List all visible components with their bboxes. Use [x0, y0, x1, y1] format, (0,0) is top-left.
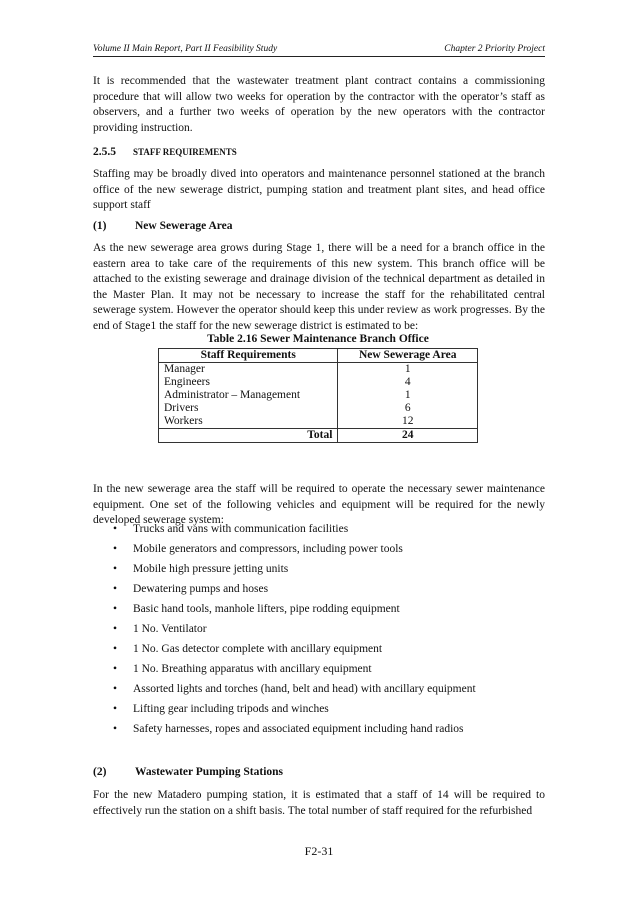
page-number: F2-31 — [304, 844, 334, 858]
row-label: Drivers — [159, 402, 338, 415]
list-item — [113, 682, 553, 702]
list-item — [113, 602, 553, 622]
list-item-text: Lifting gear including tripods and winches — [133, 703, 329, 715]
row-label: Engineers — [159, 376, 338, 389]
list-item-text: Dewatering pumps and hoses — [133, 583, 269, 595]
equipment-paragraph: In the new sewerage area the staff will be required to operate the necessary sewer maintenance equipment. One set of the following vehicles and equipment will be required for the newly developed sewerage system: — [93, 483, 545, 526]
subsection-2-paragraph: For the new Matadero pumping station, it is estimated that a staff of 14 will be required to effectively run the station on a shift basis. The total number of staff required for the refurbished — [93, 789, 545, 817]
list-item-text: Mobile generators and compressors, including power tools — [133, 543, 403, 555]
subsection-1-title: New Sewerage Area — [135, 220, 233, 232]
list-item-text: Safety harnesses, ropes and associated equipment including hand radios — [133, 723, 464, 735]
section-paragraph: Staffing may be broadly dived into operators and maintenance personnel stationed at the branch office of the new sewerage district, pumping station and treatment plant sites, and head office support staff — [93, 168, 545, 211]
list-item — [113, 662, 553, 682]
subsection-2-heading — [93, 766, 283, 778]
list-item-text: Trucks and vans with communication facilities — [133, 523, 349, 535]
total-label: Total — [159, 429, 338, 443]
table-caption: Table 2.16 Sewer Maintenance Branch Office — [207, 333, 429, 345]
subsection-1-heading — [93, 220, 233, 232]
table-row — [159, 376, 478, 389]
row-value: 4 — [338, 376, 478, 389]
list-item — [113, 522, 553, 542]
subsection-2-title: Wastewater Pumping Stations — [135, 766, 284, 778]
table-header-row — [159, 349, 478, 363]
equipment-list — [113, 522, 553, 742]
bullet-icon: • — [113, 623, 118, 635]
row-value: 12 — [338, 415, 478, 429]
row-label: Workers — [159, 415, 338, 429]
table-row — [159, 402, 478, 415]
table-total-row — [159, 429, 478, 443]
section-title: STAFF REQUIREMENTS — [133, 147, 237, 157]
list-item-text: 1 No. Breathing apparatus with ancillary equipment — [133, 663, 372, 675]
list-item — [113, 722, 553, 742]
bullet-icon: • — [113, 523, 118, 535]
bullet-icon: • — [113, 723, 118, 735]
list-item — [113, 642, 553, 662]
header-volume-title: Volume II Main Report, Part II Feasibility Study — [93, 44, 278, 54]
table-row — [159, 363, 478, 377]
list-item — [113, 562, 553, 582]
running-header — [93, 42, 545, 57]
list-item — [113, 702, 553, 722]
subsection-1-number: (1) — [93, 220, 107, 232]
table-row — [159, 415, 478, 429]
bullet-icon: • — [113, 703, 118, 715]
list-item — [113, 622, 553, 642]
column-header-staff: Staff Requirements — [159, 349, 338, 363]
list-item-text: Basic hand tools, manhole lifters, pipe rodding equipment — [133, 603, 400, 615]
section-heading — [93, 146, 237, 158]
bullet-icon: • — [113, 543, 118, 555]
table-row — [159, 389, 478, 402]
list-item-text: Mobile high pressure jetting units — [133, 563, 289, 575]
list-item — [113, 582, 553, 602]
header-chapter-title: Chapter 2 Priority Project — [444, 44, 545, 54]
subsection-1-paragraph: As the new sewerage area grows during Stage 1, there will be a need for a branch office in the eastern area to take care of the requirements of this new system. This branch office will be attached to the existing sewerage and drainage division of the technical department as detailed in the Master Plan. It may not be necessary to increase the staff for the rehabilitated central sewerage system. However the operator should keep this under review as work progresses. By the end of Stage1 the staff for the new sewerage district is estimated to be: — [93, 242, 545, 332]
row-value: 6 — [338, 402, 478, 415]
bullet-icon: • — [113, 643, 118, 655]
list-item-text: 1 No. Gas detector complete with ancillary equipment — [133, 643, 383, 655]
row-value: 1 — [338, 389, 478, 402]
column-header-area: New Sewerage Area — [338, 349, 478, 363]
bullet-icon: • — [113, 663, 118, 675]
row-value: 1 — [338, 363, 478, 377]
list-item-text: 1 No. Ventilator — [133, 623, 207, 635]
row-label: Administrator – Management — [159, 389, 338, 402]
row-label: Manager — [159, 363, 338, 377]
section-number: 2.5.5 — [93, 146, 116, 158]
total-value: 24 — [338, 429, 478, 443]
bullet-icon: • — [113, 683, 118, 695]
subsection-2-number: (2) — [93, 766, 107, 778]
list-item-text: Assorted lights and torches (hand, belt and head) with ancillary equipment — [133, 683, 476, 695]
staff-table — [158, 348, 478, 443]
list-item — [113, 542, 553, 562]
bullet-icon: • — [113, 603, 118, 615]
bullet-icon: • — [113, 583, 118, 595]
intro-paragraph: It is recommended that the wastewater treatment plant contract contains a commissioning procedure that will allow two weeks for operation by the contractor with the operator’s staff as observers, and a further two weeks of operation by the new operators with the contractor providing instruction. — [93, 75, 545, 134]
bullet-icon: • — [113, 563, 118, 575]
